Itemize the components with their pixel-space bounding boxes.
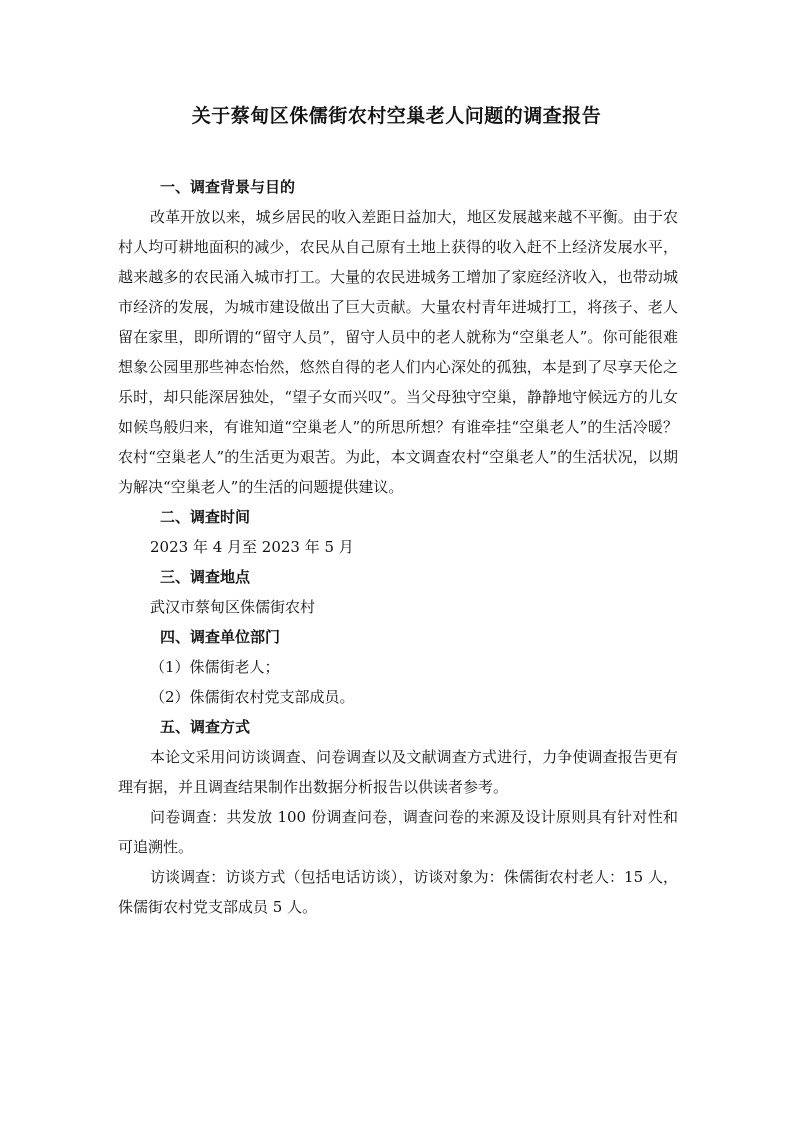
section-heading-method: 五、调查方式 — [160, 718, 251, 736]
document-title: 关于蔡甸区侏儒街农村空巢老人问题的调查报告 — [191, 105, 602, 127]
interview-paragraph: 访谈调查：访谈方式（包括电话访谈），访谈对象为：侏儒街农村老人：15 人，侏儒街农村党支部成员 5 人。 — [118, 868, 678, 916]
method-paragraph: 本论文采用问访谈调查、问卷调查以及文献调查方式进行，力争使调查报告更有理有据，并且调查结果制作出数据分析报告以供读者参考。 — [118, 748, 678, 796]
document-body — [118, 172, 678, 922]
units-list-item: （1）侏儒街老人； — [150, 658, 280, 676]
units-list-item: （2）侏儒街农村党支部成员。 — [150, 688, 355, 706]
questionnaire-paragraph: 问卷调查：共发放 100 份调查问卷，调查问卷的来源及设计原则具有针对性和可追溯性。 — [118, 808, 678, 856]
section-heading-time: 二、调查时间 — [160, 508, 251, 526]
section-heading-location: 三、调查地点 — [160, 568, 251, 586]
background-paragraph: 改革开放以来，城乡居民的收入差距日益加大，地区发展越来越不平衡。由于农村人均可耕地面积的减少，农民从自己原有土地上获得的收入赶不上经济发展水平，越来越多的农民涌入城市打工。大量的农民进城务工增加了家庭经济收入，也带动城市经济的发展，为城市建设做出了巨大贡献。大量农村青年进城打工，将孩子、老人留在家里，即所谓的“留守人员”，留守人员中的老人就称为“空巢老人”。你可能很难想象公园里那些神态怡然，悠然自得的老人们内心深处的孤独，本是到了尽享天伦之乐时，却只能深居独处，“望子女而兴叹”。当父母独守空巢，静静地守候远方的儿女如候鸟般归来，有谁知道“空巢老人”的所思所想？有谁牵挂“空巢老人”的生活冷暖？农村“空巢老人”的生活更为艰苦。为此，本文调查农村“空巢老人”的生活状况，以期为解决“空巢老人”的生活的问题提供建议。 — [118, 208, 678, 496]
survey-location-text: 武汉市蔡甸区侏儒街农村 — [150, 598, 316, 616]
section-heading-background: 一、调查背景与目的 — [160, 178, 296, 196]
survey-time-text: 2023 年 4 月至 2023 年 5 月 — [150, 538, 354, 556]
section-heading-units: 四、调查单位部门 — [160, 628, 281, 646]
